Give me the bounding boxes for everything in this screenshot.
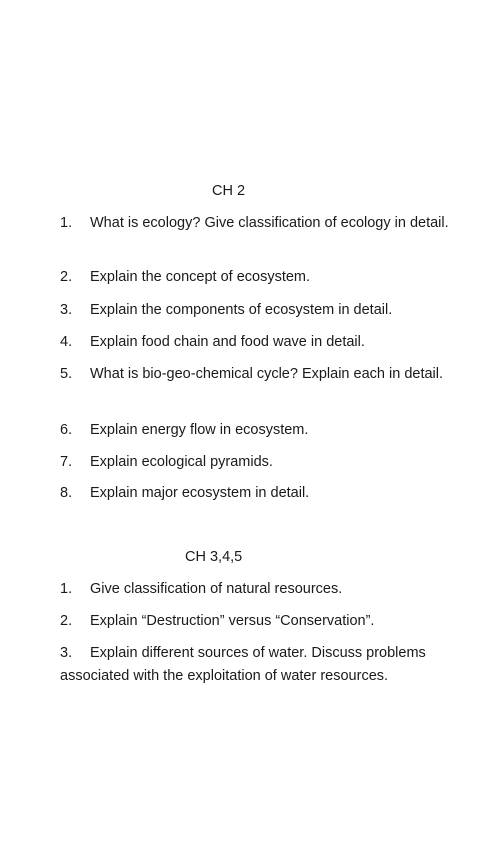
question-number: 8. [60,485,73,501]
question-item [60,482,455,505]
question-item [60,266,455,289]
question-text: What is ecology? Give classification of ecology in detail. [90,215,449,231]
question-number: 2. [60,269,73,285]
question-text: Explain food chain and food wave in detail. [90,334,365,350]
question-number: 4. [60,334,73,350]
section-heading-ch345: CH 3,4,5 [185,549,243,565]
question-number: 6. [60,422,73,438]
question-item [60,212,455,235]
question-item [60,363,455,386]
question-number: 3. [60,645,73,661]
question-item [60,331,455,354]
question-item [60,419,455,442]
question-number: 1. [60,215,73,231]
question-item [60,610,455,633]
question-number: 1. [60,581,73,597]
question-text: Explain the components of ecosystem in detail. [90,302,393,318]
question-number: 3. [60,302,73,318]
question-text: Explain different sources of water. Discuss problems associated with the exploitation of water resources. [60,645,426,684]
question-number: 2. [60,613,73,629]
question-item [60,578,455,601]
question-text: Explain major ecosystem in detail. [90,485,310,501]
question-text: Explain the concept of ecosystem. [90,269,311,285]
question-text: Explain energy flow in ecosystem. [90,422,309,438]
section-heading-ch2: CH 2 [212,183,246,199]
question-text: Give classification of natural resources. [90,581,343,597]
question-number: 5. [60,366,73,382]
question-number: 7. [60,454,73,470]
question-text: What is bio-geo-chemical cycle? Explain each in detail. [90,366,444,382]
question-item [60,451,455,474]
question-text: Explain “Destruction” versus “Conservation”. [90,613,375,629]
question-text: Explain ecological pyramids. [90,454,273,470]
question-item [60,642,455,688]
question-item [60,299,455,322]
